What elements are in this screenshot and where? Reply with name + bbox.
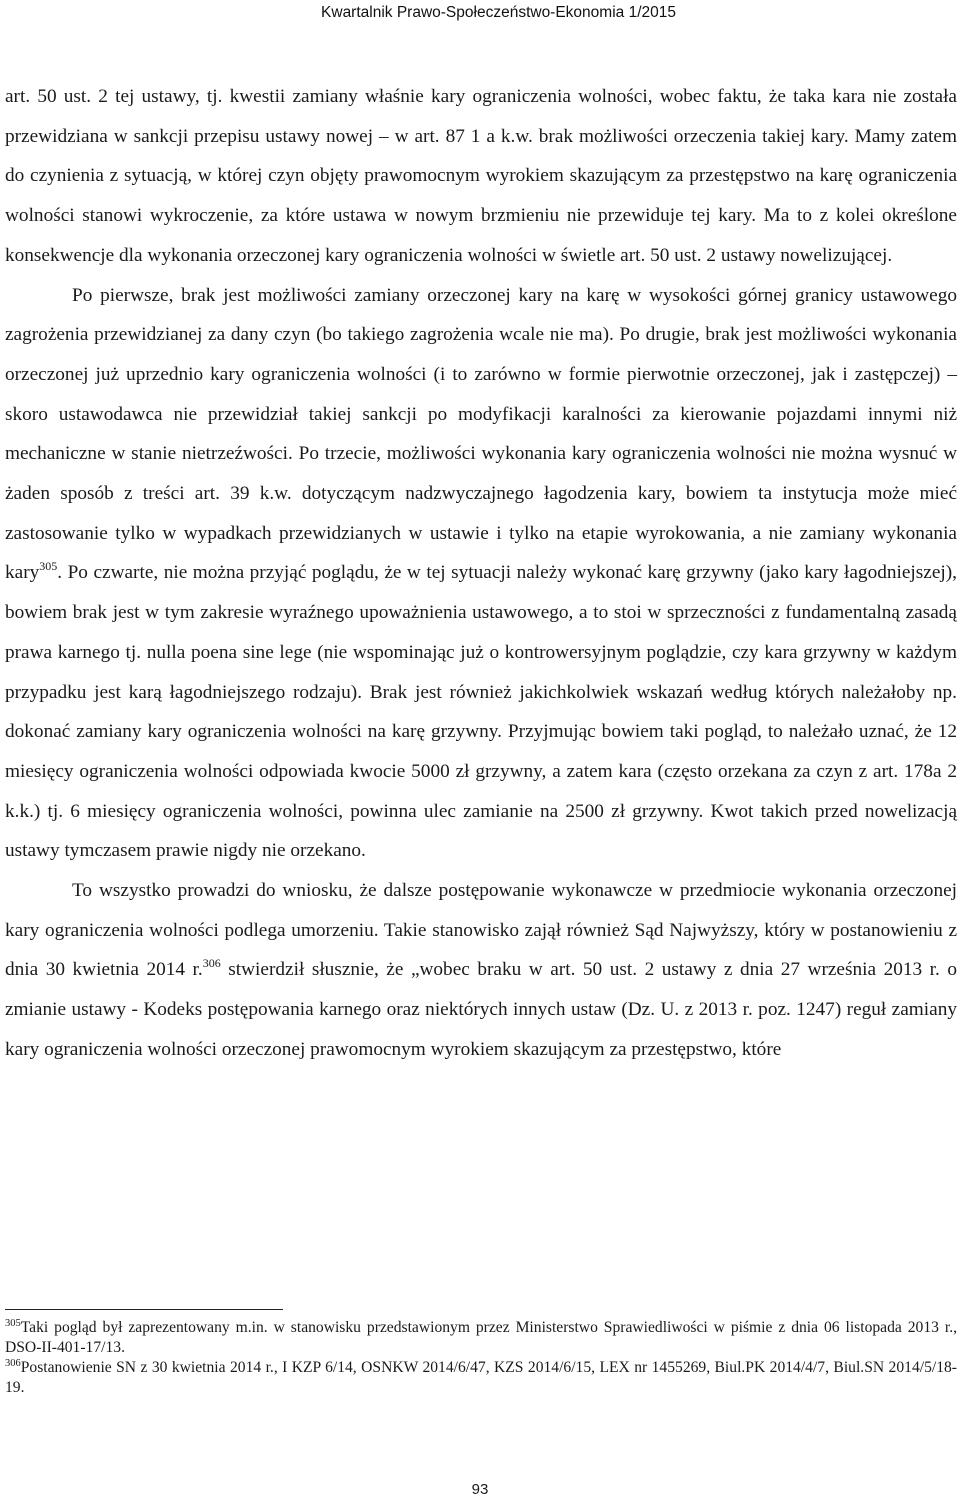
paragraph-3 xyxy=(5,871,957,1070)
paragraph-2 xyxy=(5,276,957,872)
paragraph-3-text-b: stwierdził słusznie, że „wobec braku w art. 50 ust. 2 ustawy z dnia 27 września 2013 r. o zmianie ustawy - Kodeks postępowania karnego oraz niektórych innych ustaw (Dz. U. z 2013 r. poz. 1247) reguł zamiany kary ograniczenia wolności orzeczonej prawomocnym wyrokiem skazującym za przestępstwo, które xyxy=(5,959,958,1060)
footnotes xyxy=(5,1318,957,1398)
paragraph-1-text: art. 50 ust. 2 tej ustawy, tj. kwestii zamiany właśnie kary ograniczenia wolności, wobec faktu, że taka kara nie została przewidziana w sankcji przepisu ustawy nowej – w art. 87 1 a k.w. brak możliwości orzeczenia takiej kary. Mamy zatem do czynienia z sytuacją, w której czyn objęty prawomocnym wyrokiem skazującym za przestępstwo na karę ograniczenia wolności stanowi wykroczenie, za które ustawa w nowym brzmieniu nie przewiduje tej kary. Ma to z kolei określone konsekwencje dla wykonania orzeczonej kary ograniczenia wolności w świetle art. 50 ust. 2 ustawy nowelizującej. xyxy=(5,86,957,266)
running-header: Kwartalnik Prawo-Społeczeństwo-Ekonomia 1/2015 xyxy=(321,4,676,21)
paragraph-2-text-a: Po pierwsze, brak jest możliwości zamiany orzeczonej kary na karę w wysokości górnej granicy ustawowego zagrożenia przewidzianej za dany czyn (bo takiego zagrożenia wcale nie ma). Po drugie, brak jest możliwości wykonania orzeczonej już uprzednio kary ograniczenia wolności (i to zarówno w formie pierwotnie orzeczonej, jak i zastępczej) – skoro ustawodawca nie przewidział takiej sankcji po modyfikacji karalności za kierowanie pojazdami innymi niż mechaniczne w stanie nietrzeźwości. Po trzecie, możliwości wykonania kary ograniczenia wolności nie można wysnuć w żaden sposób z treści art. 39 k.w. dotyczącym nadzwyczajnego łagodzenia kary, bowiem ta instytucja może mieć zastosowanie tylko w wypadkach przewidzianych w ustawie i tylko na etapie wyrokowania, a nie zamiany wykonania kary xyxy=(5,284,957,584)
footnote-text: Postanowienie SN z 30 kwietnia 2014 r., I KZP 6/14, OSNKW 2014/6/47, KZS 2014/6/15, LEX nr 1455269, Biul.PK 2014/4/7, Biul.SN 2014/5/18-19. xyxy=(5,1359,957,1396)
footnote-number: 305 xyxy=(5,1318,21,1329)
paragraph-2-text-b: . Po czwarte, nie można przyjąć poglądu, że w tej sytuacji należy wykonać karę grzywny (jako kary łagodniejszej), bowiem brak jest w tym zakresie wyraźnego upoważnienia ustawowego, a to stoi w sprzeczności z fundamentalną zasadą prawa karnego tj. nulla poena sine lege (nie wspominając już o kontrowersyjnym poglądzie, czy kara grzywny w każdym przypadku jest karą łagodniejszego rodzaju). Brak jest również jakichkolwiek wskazań według których należałoby np. dokonać zamiany kary ograniczenia wolności na karę grzywny. Przyjmując bowiem taki pogląd, to należało uznać, że 12 miesięcy ograniczenia wolności odpowiada kwocie 5000 zł grzywny, a zatem kara (często orzekana za czyn z art. 178a 2 k.k.) tj. 6 miesięcy ograniczenia wolności, powinna ulec zamianie na 2500 zł grzywny. Kwot takich przed nowelizacją ustawy tymczasem prawie nigdy nie orzekano. xyxy=(5,562,957,862)
footnote-text: Taki pogląd był zaprezentowany m.in. w stanowisku przedstawionym przez Ministerstwo Sprawiedliwości w piśmie z dnia 06 listopada 2013 r., DSO-II-401-17/13. xyxy=(5,1319,957,1356)
paragraph-3-text-a: To wszystko prowadzi do wniosku, że dalsze postępowanie wykonawcze w przedmiocie wykonania orzeczonej kary ograniczenia wolności podlega umorzeniu. Takie stanowisko zajął również Sąd Najwyższy, który w postanowieniu z dnia 30 kwietnia 2014 r. xyxy=(5,880,957,981)
footnote-ref-306[interactable]: 306 xyxy=(202,956,221,971)
page-number: 93 xyxy=(471,1481,489,1498)
footnote-separator xyxy=(5,1309,283,1310)
footnote-306 xyxy=(5,1358,957,1398)
footnote-number: 306 xyxy=(5,1358,21,1369)
main-text xyxy=(5,77,957,1070)
footnote-305 xyxy=(5,1318,957,1358)
footnote-ref-305[interactable]: 305 xyxy=(39,559,58,574)
paragraph-1 xyxy=(5,77,957,276)
